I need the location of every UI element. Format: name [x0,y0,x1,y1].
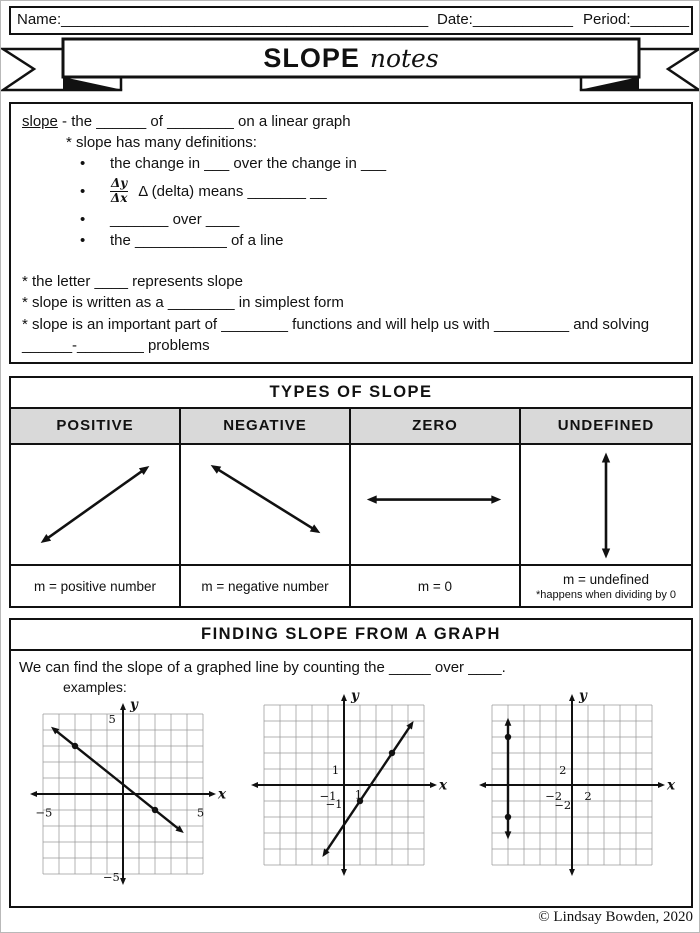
bullet-text: _______ over ____ [110,210,240,228]
bullet-change-in [80,153,680,174]
svg-text:y: y [579,691,587,704]
bullet-text: the change in ___ over the change in ___ [110,155,387,172]
page-title [1,39,700,77]
title-banner [1,37,700,95]
undefined-slope-arrow-icon [521,445,691,564]
undefined-slope-column [521,409,691,608]
svg-text:−1: −1 [319,789,337,804]
title-slope: SLOPE [263,42,360,73]
svg-text:2: 2 [559,762,567,777]
column-label: m = negative number [201,578,329,594]
finding-slope-title: FINDING SLOPE FROM A GRAPH [11,620,691,651]
slope-definition-section [9,102,693,364]
zero-slope-arrow-icon [351,445,519,564]
svg-text:1: 1 [331,762,340,777]
column-label: m = undefined *happens when dividing by 0 [521,566,691,608]
definition-line [22,111,680,132]
svg-text:x: x [218,786,227,803]
svg-text:2: 2 [584,789,592,804]
svg-text:x: x [667,777,676,794]
positive-slope-column [11,409,181,608]
svg-text:−2: −2 [554,798,572,812]
svg-text:−5: −5 [102,870,120,885]
svg-text:−1: −1 [325,797,343,812]
graph-negative-slope [25,700,230,905]
definitions-subheading: * slope has many definitions: [66,134,257,151]
graph-positive-slope [246,691,451,896]
column-header: NEGATIVE [181,409,349,445]
bullet-icon: • [80,210,86,228]
svg-text:1: 1 [354,787,363,802]
note-linear-functions: * slope is an important part of ________ functions and will help us with _________ and solving ______-________ problems [22,315,650,355]
svg-text:5: 5 [196,805,205,820]
delta-fraction [110,177,128,206]
svg-text:x: x [439,777,448,794]
name-field: Name:____________________________________________ [17,11,429,28]
term-slope: slope [22,113,58,130]
bullet-text: Δ (delta) means _______ __ [138,182,327,200]
name-date-period-bar [9,6,693,35]
bullet-icon: • [80,155,86,172]
graph-undefined-slope [474,691,679,896]
zero-slope-column [351,409,521,608]
bullet-steepness [80,230,680,251]
fraction-numerator: Δy [111,176,128,190]
fraction-denominator: Δx [110,190,128,205]
column-label: m = positive number [34,578,156,594]
period-field: Period:_______ [583,11,689,28]
column-label: m = 0 [417,578,453,594]
finding-slope-section [9,618,693,908]
date-field: Date:____________ [437,11,573,28]
title-notes: notes [369,43,439,73]
svg-text:−2: −2 [545,789,563,804]
types-of-slope-section [9,376,693,608]
column-header: UNDEFINED [521,409,691,445]
svg-text:−5: −5 [35,805,53,820]
negative-slope-column [181,409,351,608]
bullet-delta [80,177,680,206]
svg-text:y: y [351,691,359,704]
types-of-slope-table [11,409,691,608]
definition-line-rest: - the ______ of ________ on a linear graph [57,113,351,130]
bullet-icon: • [80,182,86,200]
note-letter-m: * the letter ____ represents slope [22,272,243,290]
bullet-text: the ___________ of a line [110,231,284,249]
note-fraction: * slope is written as a ________ in simplest form [22,294,344,312]
slope-notes-list [22,271,680,357]
column-header: POSITIVE [11,409,179,445]
bullet-icon: • [80,231,86,249]
negative-slope-arrow-icon [181,445,349,564]
svg-text:5: 5 [108,711,116,726]
examples-label: examples: [63,679,127,695]
finding-slope-intro: We can find the slope of a graphed line by counting the _____ over ____. [19,659,506,676]
column-sublabel: *happens when dividing by 0 [535,588,677,601]
bullet-rise-over-run [80,209,680,230]
copyright: © Lindsay Bowden, 2020 [538,909,693,925]
column-header: ZERO [351,409,519,445]
types-of-slope-title: TYPES OF SLOPE [11,378,691,409]
positive-slope-arrow-icon [11,445,179,564]
svg-text:y: y [130,700,138,713]
